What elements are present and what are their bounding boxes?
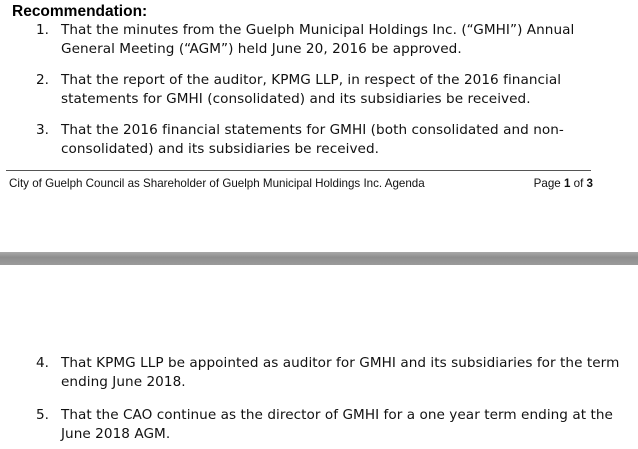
- item-text: That the 2016 financial statements for GMHI (both consolidated and non-consolidated) and its subsidiaries be received.: [61, 122, 564, 157]
- item-number: 1.: [36, 22, 49, 38]
- item-number: 2.: [36, 72, 49, 88]
- page-word: Page: [533, 177, 561, 190]
- page-number: [534, 176, 593, 192]
- item-text: That the minutes from the Guelph Municipal Holdings Inc. (“GMHI”) Annual General Meeting (“AGM”) held June 20, 2016 be approved.: [61, 22, 575, 57]
- item-text: That KPMG LLP be appointed as auditor for GMHI and its subsidiaries for the term ending June 2018.: [61, 355, 620, 390]
- item-text: That the CAO continue as the director of GMHI for a one year term ending at the June 2018 AGM.: [61, 407, 613, 442]
- total-pages: 3: [586, 177, 593, 190]
- footer-divider: [6, 170, 591, 171]
- item-text: That the report of the auditor, KPMG LLP, in respect of the 2016 financial statements for GMHI (consolidated) and its subsidiaries be received.: [61, 72, 562, 107]
- of-word: of: [573, 177, 584, 190]
- footer-title: City of Guelph Council as Shareholder of Guelph Municipal Holdings Inc. Agenda: [9, 177, 425, 190]
- page-separator: [0, 252, 638, 265]
- item-number: 4.: [36, 355, 49, 371]
- recommendation-heading: Recommendation:: [12, 3, 148, 20]
- item-number: 5.: [36, 407, 49, 423]
- item-number: 3.: [36, 122, 49, 138]
- document-page-2: [0, 265, 638, 449]
- current-page: 1: [563, 177, 571, 190]
